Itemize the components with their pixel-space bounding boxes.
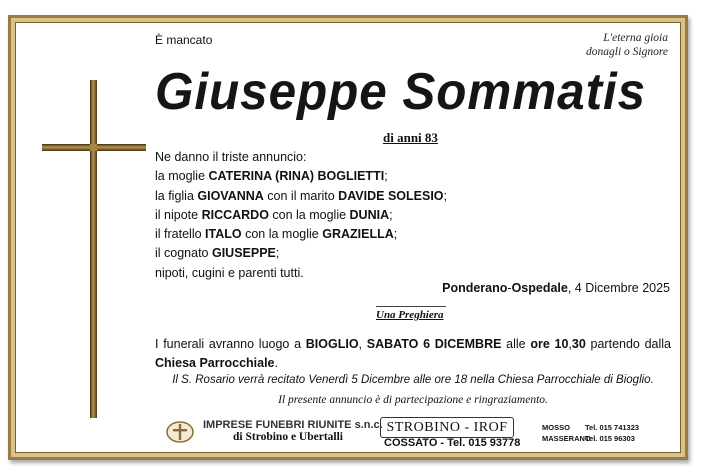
relative-line: la moglie CATERINA (RINA) BOGLIETTI; [155, 169, 388, 184]
funeral-home-name: IMPRESE FUNEBRI RIUNITE s.n.c. [203, 419, 383, 431]
announcement-closing: nipoti, cugini e parenti tutti. [155, 265, 304, 280]
announcement-block [155, 148, 447, 283]
cossato-phone: COSSATO - Tel. 015 93778 [384, 437, 521, 449]
prayer-heading: Una Preghiera [376, 309, 444, 321]
participation-notice: Il presente annuncio è di partecipazione e ringraziamento. [278, 394, 548, 406]
relative-line: il nipote RICCARDO con la moglie DUNIA; [155, 207, 393, 222]
cross-icon [42, 80, 146, 418]
relative-line: il cognato GIUSEPPE; [155, 246, 280, 261]
deceased-name: Giuseppe Sommatis [155, 63, 647, 121]
funeral-home-owners: di Strobino e Ubertalli [233, 431, 344, 443]
verse-line: L'eterna gioia [603, 32, 668, 44]
place-date: Ponderano-Ospedale, 4 Dicembre 2025 [442, 281, 670, 295]
rosary-info: Il S. Rosario verrà recitato Venerdì 5 Dicembre alle ore 18 nella Chiesa Parrocchiale di Bioglio. [172, 374, 654, 386]
funeral-info: I funerali avranno luogo a BIOGLIO, SABATO 6 DICEMBRE alle ore 10,30 partendo dalla Chiesa Parrocchiale. [155, 337, 672, 370]
relative-line: la figlia GIOVANNA con il marito DAVIDE SOLESIO; [155, 188, 447, 203]
branch-phones [542, 422, 639, 444]
announcement-opening: Ne danno il triste annuncio: [155, 150, 307, 164]
branch-line: MOSSO Tel. 015 741323 [542, 423, 640, 432]
prayer-divider [376, 306, 446, 307]
relative-line: il fratello ITALO con la moglie GRAZIELLA; [155, 227, 398, 242]
verse-line: donagli o Signore [586, 46, 668, 58]
verse [586, 31, 668, 59]
strobino-irof-box: STROBINO - IROF [380, 417, 514, 438]
intro-text: È mancato [155, 33, 213, 47]
deceased-age: di anni 83 [383, 130, 438, 145]
funeral-home-logo-icon [165, 420, 195, 444]
branch-line: MASSERANOTel. 015 96303 [542, 434, 635, 443]
